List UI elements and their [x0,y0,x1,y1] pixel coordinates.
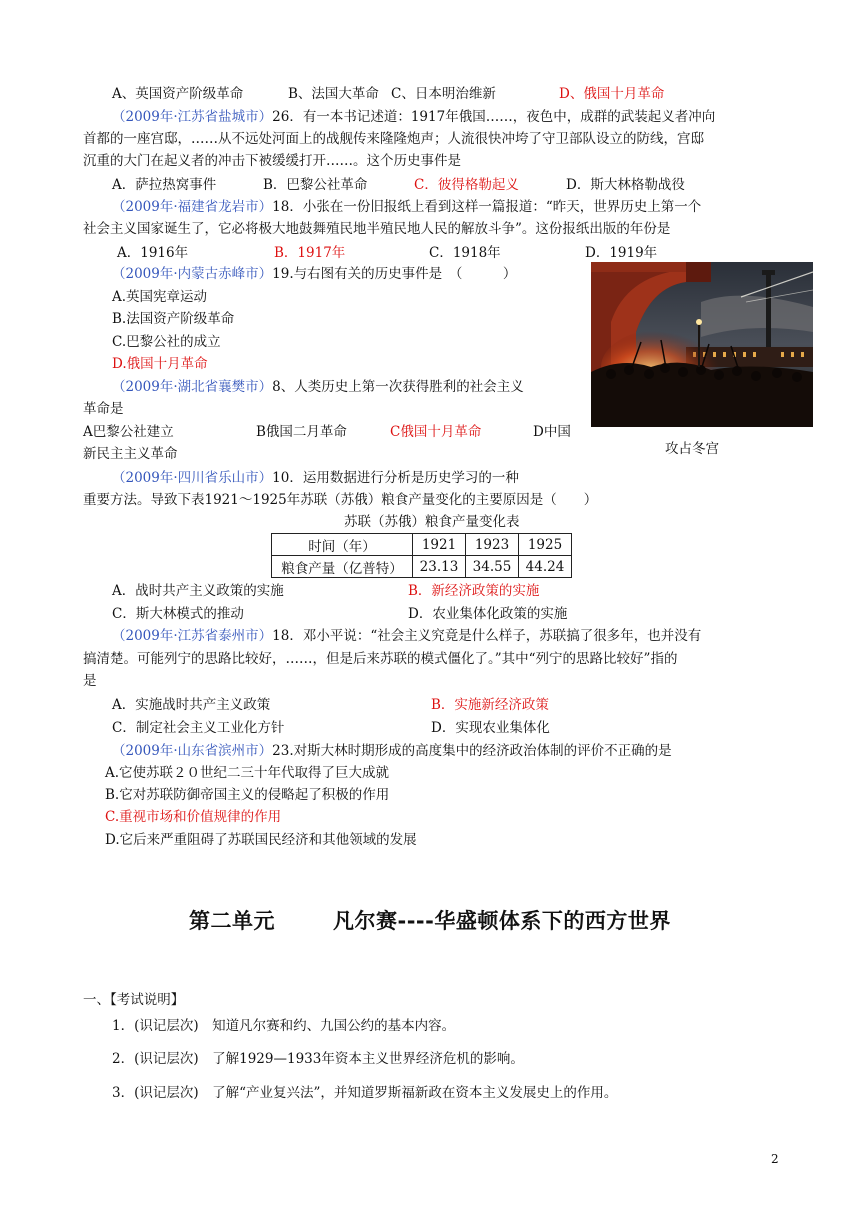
question-source: （2009年·江苏省泰州市） [112,628,273,644]
question-source: （2009年·四川省乐山市） [112,470,273,486]
q10-option-a: A．战时共产主义政策的实施 [112,583,284,599]
unit-number: 第二单元 [189,909,275,933]
question-18b-line3: 是 [83,673,97,689]
option-d-answer: D、俄国十月革命 [559,86,665,102]
winter-palace-painting [591,262,813,427]
q10-option-b-answer: B．新经济政策的实施 [408,583,540,599]
table-cell: 粮食产量（亿普特） [272,556,413,578]
q19-option-d-answer: D.俄国十月革命 [112,356,208,372]
q26-option-c-answer: C．彼得格勒起义 [414,177,519,193]
q26-option-b: B．巴黎公社革命 [263,177,368,193]
exam-item: 2．(识记层次) 了解1929—1933年资本主义世界经济危机的影响。 [112,1051,524,1067]
question-8-line1: （2009年·湖北省襄樊市）8、人类历史上第一次获得胜利的社会主义 [112,379,524,395]
q18b-option-a: A．实施战时共产主义政策 [112,697,271,713]
table-row [272,556,572,578]
q23-option-b: B.它对苏联防御帝国主义的侵略起了积极的作用 [105,787,390,803]
table-cell: 34.55 [466,556,519,578]
page-number: 2 [771,1152,779,1166]
q10-option-d: D．农业集体化政策的实施 [408,606,568,622]
q18-option-c: C．1918年 [429,245,501,261]
q18-option-a: A．1916年 [117,245,189,261]
table-cell: 1921 [413,534,466,556]
option-a: A、英国资产阶级革命 [112,86,244,102]
q10-option-c: C．斯大林模式的推动 [112,606,244,622]
q8-option-d: D中国 [533,424,571,440]
question-26-line1: （2009年·江苏省盐城市）26．有一本书记述道：1917年俄国……，夜色中，成群的武装起义者冲向 [112,109,716,125]
question-18-line1: （2009年·福建省龙岩市）18．小张在一份旧报纸上看到这样一篇报道：“昨天，世界历史上第一个 [112,199,702,215]
question-source: （2009年·内蒙古赤峰市） [112,266,273,282]
q18-option-b-answer: B．1917年 [274,245,346,261]
q23-option-c-answer: C.重视市场和价值规律的作用 [105,809,282,825]
table-cell: 1925 [519,534,572,556]
exam-item: 3．(识记层次) 了解“产业复兴法”，并知道罗斯福新政在资本主义发展史上的作用。 [112,1085,618,1101]
question-10-line2: 重要方法。导致下表1921～1925年苏联（苏俄）粮食产量变化的主要原因是（ ） [83,492,598,508]
question-18b-line2: 搞清楚。可能列宁的思路比较好，……，但是后来苏联的模式僵化了。”其中“列宁的思路比较好”指的 [83,651,678,667]
question-10-line1: （2009年·四川省乐山市）10．运用数据进行分析是历史学习的一种 [112,470,519,486]
question-8-line2: 革命是 [83,401,124,417]
table-cell: 1923 [466,534,519,556]
q8-option-a: A巴黎公社建立 [83,424,174,440]
question-source: （2009年·江苏省盐城市） [112,109,273,125]
question-26-line2: 首都的一座宫邸，……从不远处河面上的战舰传来隆隆炮声；人流很快冲垮了守卫部队设立的防线，宫邸 [83,131,704,147]
q8-option-d-continued: 新民主主义革命 [83,446,178,462]
grain-output-table [271,533,572,578]
q19-option-c: C.巴黎公社的成立 [112,334,221,350]
exam-item: 1．(识记层次) 知道凡尔赛和约、九国公约的基本内容。 [112,1018,456,1034]
q23-option-d: D.它后来严重阻碍了苏联国民经济和其他领域的发展 [105,832,417,848]
table-title: 苏联（苏俄）粮食产量变化表 [344,514,520,530]
question-source: （2009年·山东省滨州市） [112,743,273,759]
q18b-option-d: D．实现农业集体化 [431,720,550,736]
q19-option-b: B.法国资产阶级革命 [112,311,235,327]
table-row [272,534,572,556]
q18-option-d: D．1919年 [585,245,658,261]
option-b: B、法国大革命 [288,86,379,102]
option-c: C、日本明治维新 [391,86,496,102]
question-26-line3: 沉重的大门在起义者的冲击下被缓缓打开……。这个历史事件是 [83,153,461,169]
picture-caption: 攻占冬宫 [665,441,719,457]
question-18b-line1: （2009年·江苏省泰州市）18．邓小平说：“社会主义究竟是什么样子，苏联搞了很多年，也并没有 [112,628,702,644]
table-cell: 23.13 [413,556,466,578]
q8-option-c-answer: C俄国十月革命 [390,424,482,440]
unit-title: 凡尔赛----华盛顿体系下的西方世界 [333,909,671,933]
question-23-stem: （2009年·山东省滨州市）23.对斯大林时期形成的高度集中的经济政治体制的评价不正确的是 [112,743,672,759]
exam-heading: 一、【考试说明】 [83,992,185,1008]
question-source: （2009年·湖北省襄樊市） [112,379,273,395]
q19-option-a: A.英国宪章运动 [112,289,208,305]
q18b-option-b-answer: B．实施新经济政策 [431,697,549,713]
question-source: （2009年·福建省龙岩市） [112,199,273,215]
q23-option-a: A.它使苏联２０世纪二三十年代取得了巨大成就 [105,765,390,781]
q18b-option-c: C．制定社会主义工业化方针 [112,720,285,736]
q26-option-d: D．斯大林格勒战役 [566,177,685,193]
q26-option-a: A．萨拉热窝事件 [112,177,217,193]
table-cell: 44.24 [519,556,572,578]
q8-option-b: B俄国二月革命 [256,424,347,440]
question-18-line2: 社会主义国家诞生了，它必将极大地鼓舞殖民地半殖民地人民的解放斗争”。这份报纸出版的年份是 [83,221,671,237]
table-cell: 时间（年） [272,534,413,556]
question-19-stem: （2009年·内蒙古赤峰市）19.与右图有关的历史事件是 （ ） [112,266,517,282]
